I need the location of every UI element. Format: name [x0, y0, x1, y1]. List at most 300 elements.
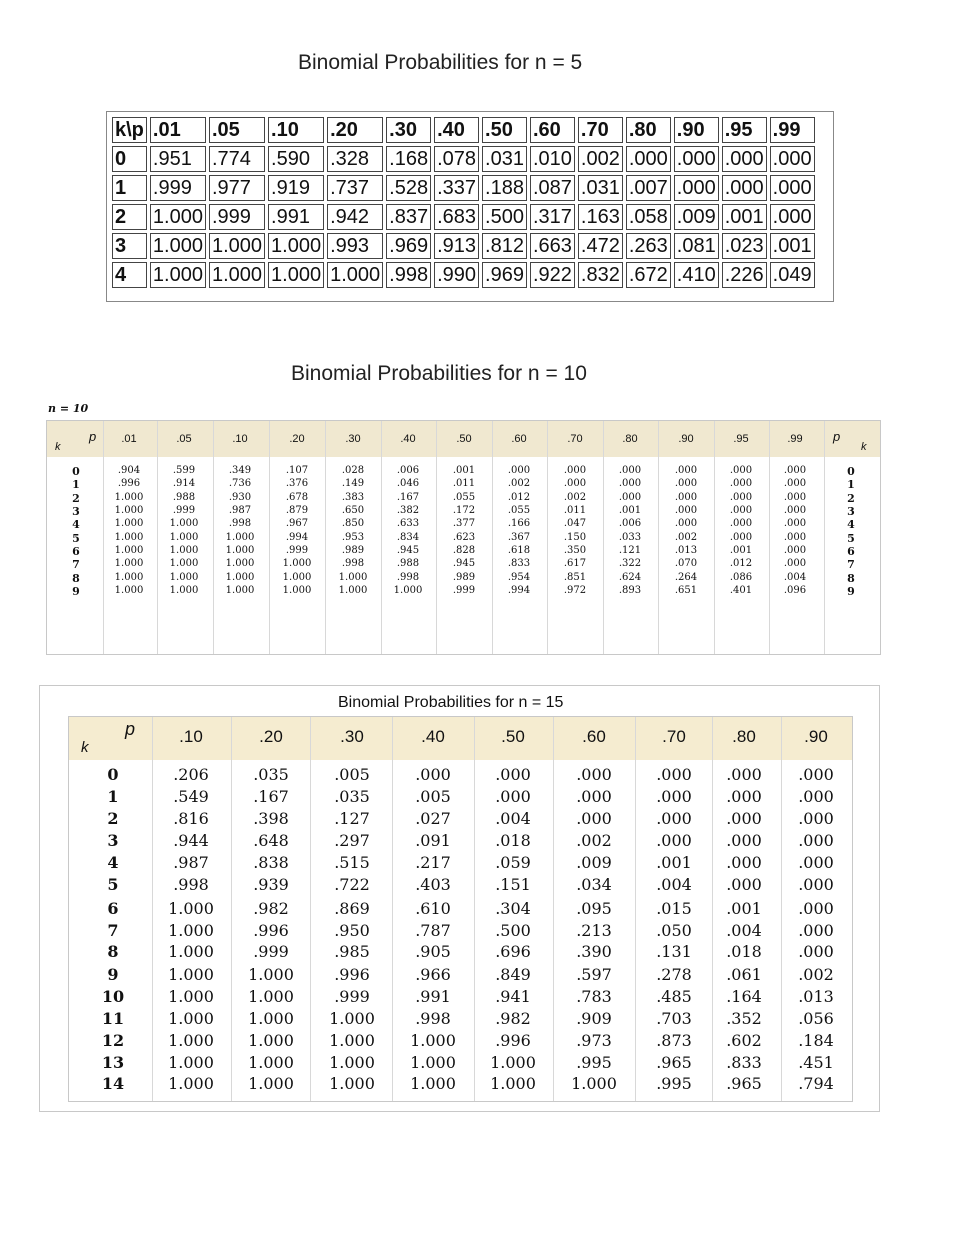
k-cell: 3: [112, 233, 147, 259]
table-cell: 1.000: [248, 1053, 294, 1072]
p-header: .50: [456, 433, 472, 445]
table-cell: .873: [656, 1031, 692, 1050]
value-cell: .977: [209, 175, 265, 201]
p-axis-label: p: [89, 429, 97, 444]
column-divider: [213, 421, 214, 654]
value-cell: .942: [327, 204, 383, 230]
table-cell: .349: [228, 465, 252, 476]
table-cell: .973: [576, 1031, 612, 1050]
table-cell: .618: [507, 545, 531, 556]
table-cell: .000: [495, 765, 531, 784]
table-cell: .001: [726, 899, 762, 918]
table-cell: 1.000: [225, 558, 255, 569]
table-cell: .000: [798, 787, 834, 806]
table-cell: .996: [334, 965, 370, 984]
k-value: 8: [107, 942, 119, 961]
header-cell: .10: [268, 117, 324, 143]
table-cell: .070: [674, 558, 698, 569]
table-cell: .000: [726, 875, 762, 894]
p-header: .20: [289, 433, 305, 445]
table-cell: .989: [452, 572, 476, 583]
table-cell: 1.000: [248, 987, 294, 1006]
table-cell: .095: [576, 899, 612, 918]
value-cell: 1.000: [268, 233, 324, 259]
table-cell: .945: [396, 545, 420, 556]
table-cell: .033: [618, 532, 642, 543]
value-cell: .000: [722, 146, 767, 172]
table-cell: .000: [618, 478, 642, 489]
column-divider: [325, 421, 326, 654]
header-cell: .40: [434, 117, 479, 143]
table-cell: 1.000: [168, 1053, 214, 1072]
value-cell: .590: [268, 146, 324, 172]
p-header: .05: [176, 433, 192, 445]
table-cell: 1.000: [114, 585, 144, 596]
column-divider: [781, 717, 782, 1101]
table-row: [112, 204, 815, 230]
table-n5: [106, 111, 834, 302]
p-header: .30: [340, 727, 364, 746]
value-cell: .672: [626, 262, 671, 288]
table-cell: 1.000: [410, 1053, 456, 1072]
table-cell: .000: [726, 765, 762, 784]
table-cell: 1.000: [225, 572, 255, 583]
table-cell: .833: [507, 558, 531, 569]
n-label: n = 10: [48, 402, 89, 415]
table-cell: .015: [656, 899, 692, 918]
table-cell: .000: [729, 492, 753, 503]
k-value-right: 1: [847, 478, 855, 491]
table-cell: .000: [656, 809, 692, 828]
value-cell: .000: [770, 146, 815, 172]
value-cell: 1.000: [268, 262, 324, 288]
table-cell: .018: [495, 831, 531, 850]
table-cell: .623: [452, 532, 476, 543]
value-cell: .472: [578, 233, 623, 259]
value-cell: .410: [674, 262, 719, 288]
table-cell: .834: [396, 532, 420, 543]
k-cell: 0: [112, 146, 147, 172]
table-cell: .000: [726, 831, 762, 850]
table-cell: .950: [334, 921, 370, 940]
value-cell: .663: [530, 233, 575, 259]
table-cell: .004: [783, 572, 807, 583]
table-cell: .996: [253, 921, 289, 940]
column-divider: [769, 421, 770, 654]
table-cell: .998: [396, 572, 420, 583]
table-cell: 1.000: [410, 1031, 456, 1050]
column-divider: [824, 421, 825, 654]
p-axis-label-right: p: [833, 429, 841, 444]
header-cell: k\p: [112, 117, 147, 143]
table-cell: .034: [576, 875, 612, 894]
table-row: [112, 175, 815, 201]
p-header: .80: [732, 727, 756, 746]
table-cell: .914: [172, 478, 196, 489]
table-cell: .000: [674, 505, 698, 516]
table-cell: .004: [726, 921, 762, 940]
table-cell: .000: [576, 765, 612, 784]
k-value: 7: [107, 921, 119, 940]
header-cell: .90: [674, 117, 719, 143]
k-value-right: 6: [847, 545, 855, 558]
table-cell: .018: [726, 942, 762, 961]
table-cell: .828: [452, 545, 476, 556]
table-cell: .000: [495, 787, 531, 806]
table-cell: .849: [495, 965, 531, 984]
table-cell: .451: [798, 1053, 834, 1072]
p-header: .60: [582, 727, 606, 746]
k-value: 11: [101, 1009, 125, 1028]
table-cell: 1.000: [248, 965, 294, 984]
table-cell: .602: [726, 1031, 762, 1050]
table-cell: .012: [507, 492, 531, 503]
k-value: 0: [72, 465, 80, 478]
table-cell: 1.000: [248, 1031, 294, 1050]
p-header: .70: [662, 727, 686, 746]
value-cell: .007: [626, 175, 671, 201]
k-value-right: 7: [847, 558, 855, 571]
table-cell: .376: [285, 478, 309, 489]
table-row: [112, 233, 815, 259]
table-cell: .850: [341, 518, 365, 529]
header-cell: .50: [482, 117, 527, 143]
table-cell: .989: [341, 545, 365, 556]
table-cell: .011: [563, 505, 587, 516]
k-cell: 1: [112, 175, 147, 201]
value-cell: .922: [530, 262, 575, 288]
table-cell: .350: [563, 545, 587, 556]
table-cell: .000: [618, 465, 642, 476]
table-cell: .352: [726, 1009, 762, 1028]
table-cell: .787: [415, 921, 451, 940]
header-cell: .20: [327, 117, 383, 143]
table-cell: 1.000: [168, 1031, 214, 1050]
table-cell: .998: [228, 518, 252, 529]
table-cell: .009: [576, 853, 612, 872]
table-cell: 1.000: [225, 585, 255, 596]
column-divider: [714, 421, 715, 654]
value-cell: .774: [209, 146, 265, 172]
column-divider: [553, 717, 554, 1101]
table-cell: .794: [798, 1074, 834, 1093]
table-cell: .941: [495, 987, 531, 1006]
table-cell: .965: [726, 1074, 762, 1093]
table-cell: 1.000: [410, 1074, 456, 1093]
table-cell: .167: [396, 492, 420, 503]
table-cell: .050: [656, 921, 692, 940]
p-header: .01: [121, 433, 137, 445]
k-value-right: 3: [847, 505, 855, 518]
table-cell: .500: [495, 921, 531, 940]
table-cell: 1.000: [225, 532, 255, 543]
table-cell: .000: [576, 809, 612, 828]
table-cell: .991: [415, 987, 451, 1006]
table-cell: .998: [173, 875, 209, 894]
table-cell: .893: [618, 585, 642, 596]
value-cell: 1.000: [209, 233, 265, 259]
value-cell: .969: [386, 233, 431, 259]
table-cell: .610: [415, 899, 451, 918]
table-cell: .833: [726, 1053, 762, 1072]
table-cell: .004: [495, 809, 531, 828]
table-cell: .722: [334, 875, 370, 894]
table-cell: .000: [656, 831, 692, 850]
value-cell: 1.000: [327, 262, 383, 288]
table-cell: 1.000: [282, 558, 312, 569]
table-cell: .000: [798, 809, 834, 828]
k-value-right: 4: [847, 518, 855, 531]
value-cell: .023: [722, 233, 767, 259]
table-cell: .013: [798, 987, 834, 1006]
k-value: 14: [101, 1074, 125, 1093]
table-cell: 1.000: [329, 1009, 375, 1028]
table-cell: .055: [452, 492, 476, 503]
k-value: 1: [107, 787, 119, 806]
table-cell: .000: [783, 558, 807, 569]
table-cell: 1.000: [490, 1053, 536, 1072]
p-header: .60: [511, 433, 527, 445]
table-cell: 1.000: [114, 558, 144, 569]
table-cell: .736: [228, 478, 252, 489]
k-cell: 2: [112, 204, 147, 230]
value-cell: .058: [626, 204, 671, 230]
table-cell: .485: [656, 987, 692, 1006]
k-value: 2: [107, 809, 119, 828]
value-cell: .528: [386, 175, 431, 201]
table-cell: 1.000: [168, 965, 214, 984]
table-cell: .000: [729, 505, 753, 516]
table-cell: .000: [674, 492, 698, 503]
table-cell: .000: [674, 478, 698, 489]
table-cell: 1.000: [168, 987, 214, 1006]
k-value-right: 5: [847, 532, 855, 545]
table-cell: .000: [798, 899, 834, 918]
table-cell: 1.000: [114, 545, 144, 556]
table-cell: .091: [415, 831, 451, 850]
k-value: 3: [107, 831, 119, 850]
table-cell: .999: [285, 545, 309, 556]
table-cell: .998: [341, 558, 365, 569]
column-divider: [152, 717, 153, 1101]
k-value: 0: [107, 765, 119, 784]
value-cell: .837: [386, 204, 431, 230]
table-cell: .904: [117, 465, 141, 476]
value-cell: .993: [327, 233, 383, 259]
table-cell: .678: [285, 492, 309, 503]
table-n15-title: Binomial Probabilities for n = 15: [338, 694, 564, 711]
column-divider: [381, 421, 382, 654]
value-cell: .163: [578, 204, 623, 230]
value-cell: .913: [434, 233, 479, 259]
table-cell: .000: [729, 518, 753, 529]
k-value: 8: [72, 572, 80, 585]
value-cell: .001: [770, 233, 815, 259]
table-cell: 1.000: [114, 492, 144, 503]
table-cell: .002: [563, 492, 587, 503]
table-cell: .996: [117, 478, 141, 489]
table-cell: .056: [798, 1009, 834, 1028]
table-cell: 1.000: [114, 532, 144, 543]
table-cell: .006: [618, 518, 642, 529]
table-cell: .966: [415, 965, 451, 984]
table-cell: .650: [341, 505, 365, 516]
k-value: 7: [72, 558, 80, 571]
column-divider: [269, 421, 270, 654]
table-cell: 1.000: [168, 942, 214, 961]
value-cell: .737: [327, 175, 383, 201]
table-cell: .000: [656, 787, 692, 806]
header-cell: .01: [150, 117, 206, 143]
value-cell: .001: [722, 204, 767, 230]
column-divider: [157, 421, 158, 654]
p-header: .70: [567, 433, 583, 445]
k-value: 4: [107, 853, 119, 872]
table-cell: .648: [253, 831, 289, 850]
value-cell: .031: [482, 146, 527, 172]
table-cell: .982: [495, 1009, 531, 1028]
header-cell: .30: [386, 117, 431, 143]
header-cell: .99: [770, 117, 815, 143]
table-cell: .127: [334, 809, 370, 828]
table-cell: .549: [173, 787, 209, 806]
table-cell: .633: [396, 518, 420, 529]
table-cell: .304: [495, 899, 531, 918]
k-value-right: 0: [847, 465, 855, 478]
table-cell: .151: [495, 875, 531, 894]
table-cell: .994: [285, 532, 309, 543]
value-cell: .081: [674, 233, 719, 259]
k-value: 12: [101, 1031, 125, 1050]
table-cell: .164: [726, 987, 762, 1006]
table-cell: .382: [396, 505, 420, 516]
table-cell: .651: [674, 585, 698, 596]
value-cell: .998: [386, 262, 431, 288]
value-cell: .317: [530, 204, 575, 230]
table-cell: .000: [415, 765, 451, 784]
table-cell: .401: [729, 585, 753, 596]
table-n5-header-row: [112, 117, 815, 143]
table-cell: .002: [507, 478, 531, 489]
column-divider: [712, 717, 713, 1101]
table-cell: 1.000: [168, 1009, 214, 1028]
table-cell: .930: [228, 492, 252, 503]
table-cell: 1.000: [248, 1074, 294, 1093]
p-header: .20: [259, 727, 283, 746]
value-cell: 1.000: [150, 262, 206, 288]
table-cell: .838: [253, 853, 289, 872]
table-cell: .000: [783, 545, 807, 556]
table-cell: .597: [576, 965, 612, 984]
table-cell: .217: [415, 853, 451, 872]
table-cell: .783: [576, 987, 612, 1006]
table-cell: .624: [618, 572, 642, 583]
table-cell: .987: [173, 853, 209, 872]
table-cell: .995: [656, 1074, 692, 1093]
table-cell: 1.000: [169, 572, 199, 583]
table-cell: .000: [563, 478, 587, 489]
table-cell: .403: [415, 875, 451, 894]
value-cell: .168: [386, 146, 431, 172]
table-cell: .994: [507, 585, 531, 596]
table-cell: 1.000: [169, 518, 199, 529]
value-cell: .226: [722, 262, 767, 288]
table-cell: .035: [253, 765, 289, 784]
k-value: 10: [101, 987, 125, 1006]
table-n10-title: Binomial Probabilities for n = 10: [291, 362, 587, 385]
table-cell: .000: [798, 853, 834, 872]
table-cell: .000: [656, 765, 692, 784]
table-cell: .167: [253, 787, 289, 806]
table-n10: [46, 420, 881, 655]
table-cell: .001: [452, 465, 476, 476]
k-cell: 4: [112, 262, 147, 288]
table-cell: .000: [618, 492, 642, 503]
value-cell: .031: [578, 175, 623, 201]
table-cell: .000: [576, 787, 612, 806]
table-cell: .000: [507, 465, 531, 476]
column-divider: [436, 421, 437, 654]
p-header: .40: [421, 727, 445, 746]
column-divider: [474, 717, 475, 1101]
p-header: .10: [232, 433, 248, 445]
value-cell: .951: [150, 146, 206, 172]
value-cell: .002: [578, 146, 623, 172]
table-cell: .096: [783, 585, 807, 596]
k-value: 9: [107, 965, 119, 984]
table-cell: .945: [452, 558, 476, 569]
column-divider: [658, 421, 659, 654]
column-divider: [231, 717, 232, 1101]
k-value: 4: [72, 518, 80, 531]
table-cell: .055: [507, 505, 531, 516]
value-cell: .990: [434, 262, 479, 288]
value-cell: .991: [268, 204, 324, 230]
k-value: 6: [107, 899, 119, 918]
k-value: 1: [72, 478, 80, 491]
value-cell: .999: [150, 175, 206, 201]
table-cell: .995: [576, 1053, 612, 1072]
table-n5-title: Binomial Probabilities for n = 5: [298, 51, 583, 74]
table-cell: .002: [576, 831, 612, 850]
value-cell: .000: [770, 204, 815, 230]
table-cell: .013: [674, 545, 698, 556]
table-cell: .000: [726, 853, 762, 872]
table-cell: .001: [618, 505, 642, 516]
table-cell: .000: [783, 465, 807, 476]
table-cell: .005: [415, 787, 451, 806]
table-cell: 1.000: [338, 572, 368, 583]
table-cell: .213: [576, 921, 612, 940]
table-cell: .998: [415, 1009, 451, 1028]
table-cell: 1.000: [282, 572, 312, 583]
table-cell: .599: [172, 465, 196, 476]
column-divider: [103, 421, 104, 654]
table-cell: .000: [798, 875, 834, 894]
column-divider: [310, 717, 311, 1101]
p-header: .40: [400, 433, 416, 445]
table-cell: .617: [563, 558, 587, 569]
table-cell: .150: [563, 532, 587, 543]
table-cell: 1.000: [114, 572, 144, 583]
table-cell: 1.000: [168, 1074, 214, 1093]
table-cell: 1.000: [282, 585, 312, 596]
table-cell: 1.000: [168, 899, 214, 918]
table-cell: .028: [341, 465, 365, 476]
table-cell: 1.000: [393, 585, 423, 596]
table-cell: 1.000: [490, 1074, 536, 1093]
header-cell: .60: [530, 117, 575, 143]
